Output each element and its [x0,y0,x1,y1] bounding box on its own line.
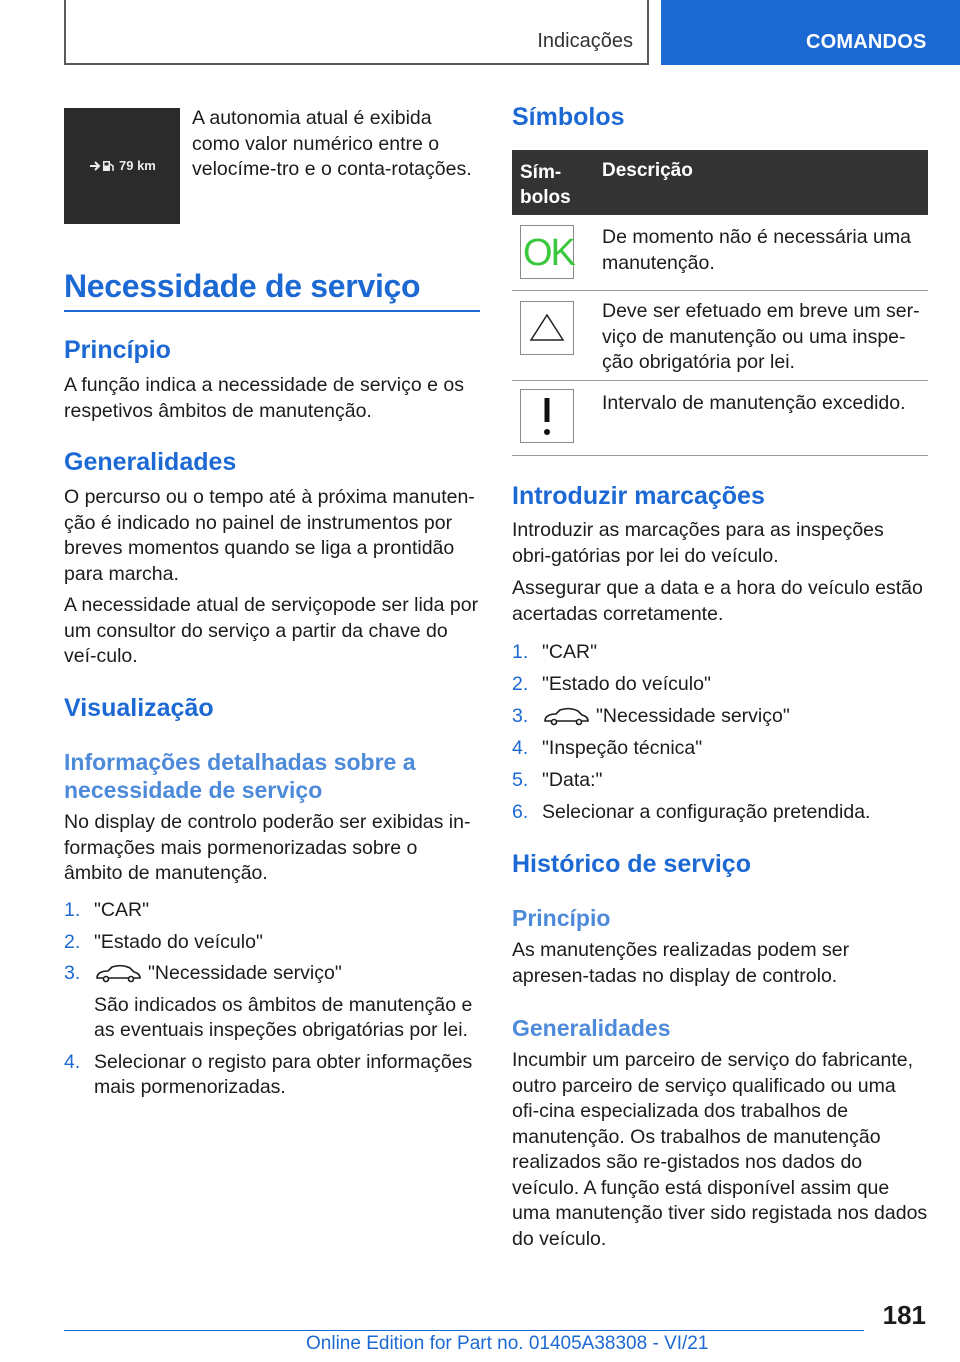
footer-rule [64,1330,864,1331]
col-symbols-header: Sím- bolos [520,162,571,208]
left-steps-list [64,898,480,1101]
table-row: OK De momento não é necessária uma manutenção. [512,215,928,291]
car-icon [542,707,590,727]
generalidades-text-2: A necessidade atual de serviçopode ser lida por um consultor do serviço a partir da chave do veí-culo. [64,594,479,667]
list-item: 1. "CAR" [512,641,598,663]
list-item: 6. Selecionar a configuração pretendida. [512,801,871,823]
list-item: 4. "Inspeção técnica" [512,737,703,759]
list-item: 1. "CAR" [64,899,150,921]
principio-text: A função indica a necessidade de serviço e os respetivos âmbitos de manutenção. [64,374,465,422]
hist-principio-text: As manutenções realizadas podem ser apresen-tadas no display de controlo. [512,939,850,987]
warning-triangle-icon [520,301,574,355]
step-3-note: São indicados os âmbitos de manutenção e as eventuais inspeções obrigatórias por lei. [94,993,473,1041]
generalidades-heading: Generalidades [64,448,237,476]
list-item: 2. "Estado do veículo" [64,930,263,953]
page-number: 181 [882,1300,926,1330]
list-item: 3. "Necessidade serviço" São indicados os âmbitos de manutenção e as eventuais inspeções obrigatórias por lei. [64,961,480,1044]
page-title: Necessidade de serviço [64,268,421,304]
header-section-label: Indicações [537,30,633,52]
table-row: Deve ser efetuado em breve um ser-viço de manutenção ou uma inspe-ção obrigatória por lei. [512,291,928,381]
marcacoes-text-2: Assegurar que a data e a hora do veículo estão acertadas corretamente. [512,577,923,625]
principio-heading: Princípio [64,336,171,364]
car-icon [94,964,142,984]
info-heading: Informações detalhadas sobre a necessidade de serviço [64,749,416,803]
right-steps-list [512,640,928,826]
footer-edition: Online Edition for Part no. 01405A38308 - VI/21 [306,1333,709,1354]
hist-generalidades-heading: Generalidades [512,1015,671,1041]
range-display-image [64,108,180,224]
list-item: 3. "Necessidade serviço" [512,705,790,727]
list-item: 4. Selecionar o registo para obter informações mais pormenorizadas. [64,1050,473,1098]
marcacoes-text-1: Introduzir as marcações para as inspeções obri-gatórias por lei do veículo. [512,519,884,567]
historico-heading: Histórico de serviço [512,850,751,878]
symbols-table [512,150,928,456]
ok-icon: OK [520,225,574,279]
header-section-box [64,0,649,65]
table-row: Intervalo de manutenção excedido. [512,381,928,456]
fuel-range-icon [89,159,115,173]
table-header [512,150,928,215]
list-item: 5. "Data:" [512,769,603,791]
simbolos-heading: Símbolos [512,103,625,131]
marcacoes-heading: Introduzir marcações [512,482,765,510]
exclamation-icon [520,389,574,443]
col-description-header: Descrição [602,160,693,181]
range-intro-text: A autonomia atual é exibida como valor numérico entre o velocíme-tro e o conta-rotações. [192,107,472,180]
header-chapter-tab[interactable]: COMANDOS [661,0,960,65]
range-value: 79 km [119,158,156,173]
visualizacao-heading: Visualização [64,694,214,722]
title-rule [64,310,480,312]
generalidades-text-1: O percurso ou o tempo até à próxima manuten-ção é indicado no painel de instrumentos por breves momentos quando se liga a prontidão para marcha. [64,486,475,585]
info-text: No display de controlo poderão ser exibidas in-formações mais pormenorizadas sobre o âmbito de manutenção. [64,811,471,884]
hist-principio-heading: Princípio [512,905,611,931]
hist-generalidades-text: Incumbir um parceiro de serviço do fabricante, outro parceiro de serviço qualificado ou uma ofi-cina especializada dos trabalhos de manutenção. Os trabalhos de manutenção realizados são re-gistados nos dados do veículo. A função está disponível assim que uma manutenção tiver sido registada nos dados do veículo. [512,1049,928,1250]
list-item: 2. "Estado do veículo" [512,673,711,695]
